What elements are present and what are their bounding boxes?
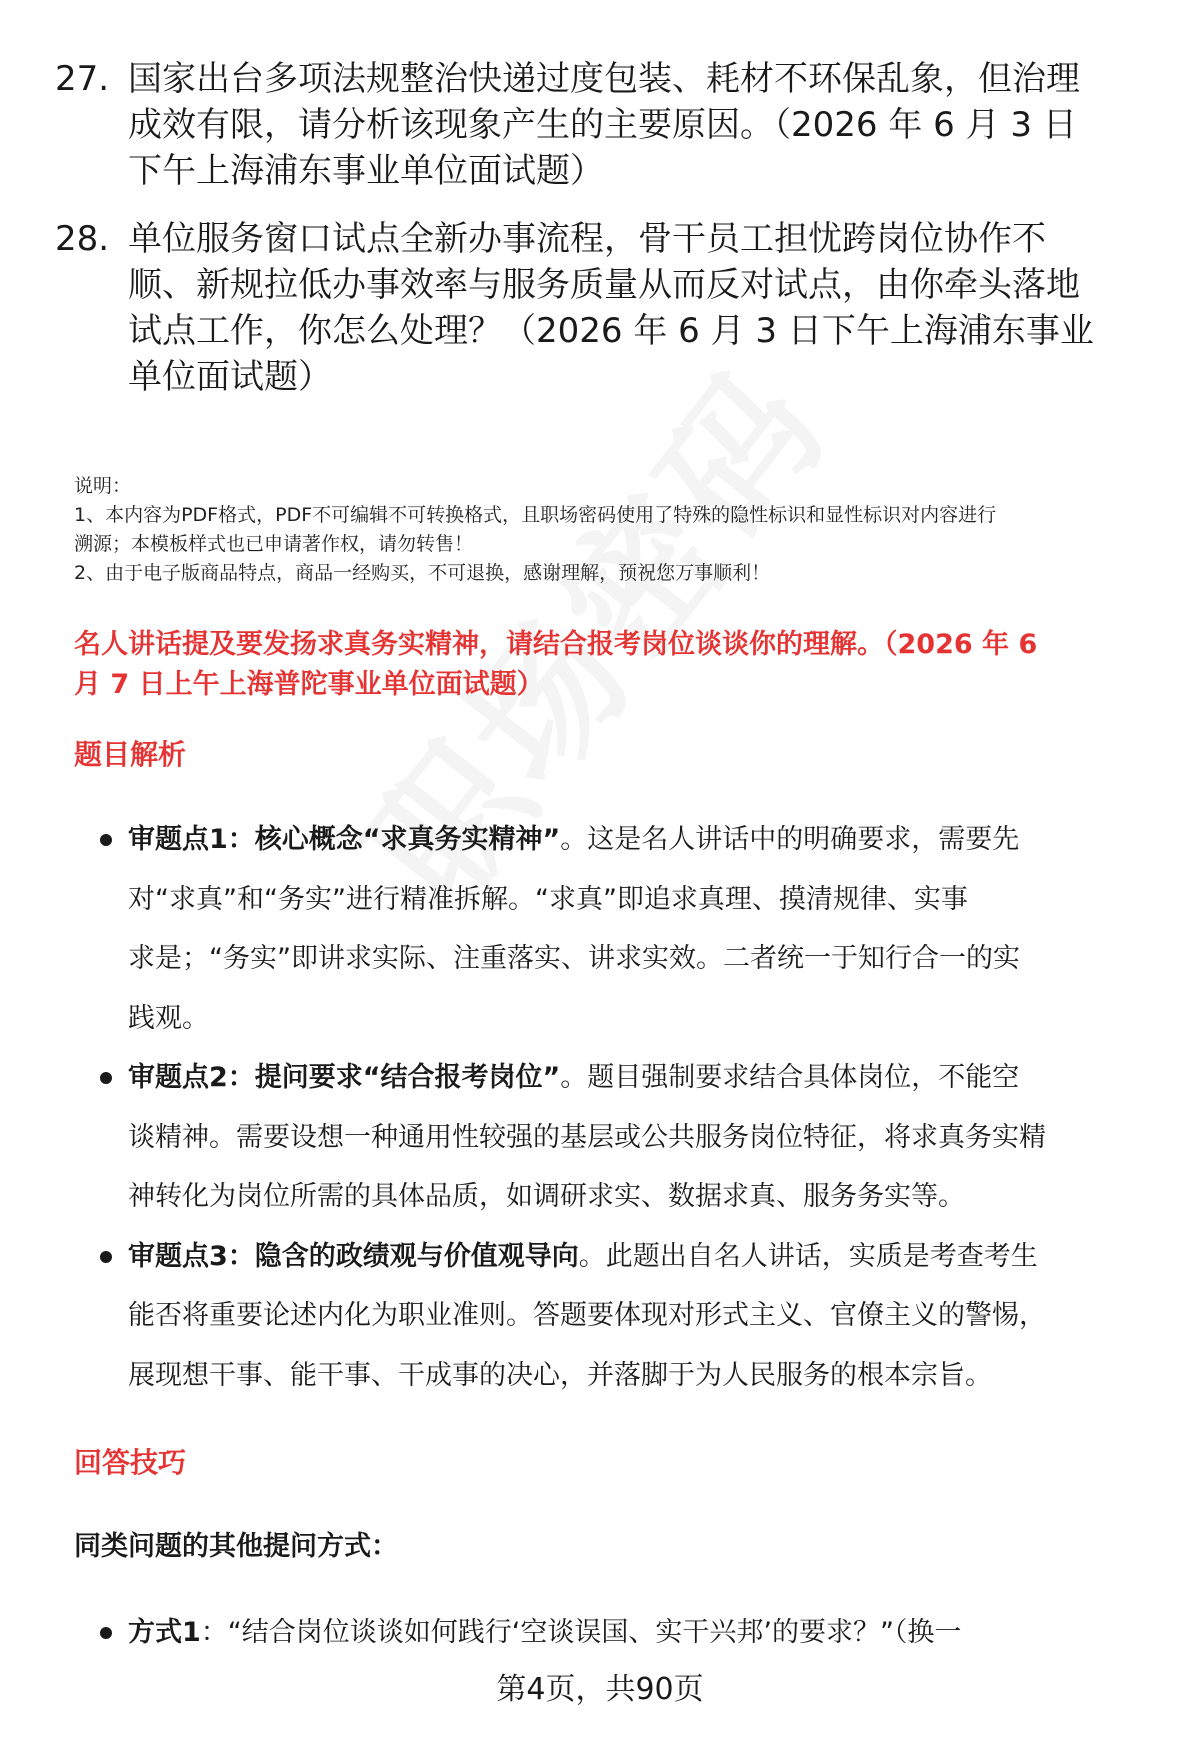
analysis-points [74, 810, 1154, 1405]
bullet-dot-icon [100, 1627, 112, 1639]
main-question-title [74, 625, 1144, 705]
notes-line: 溯源；本模板样式也已申请著作权，请勿转售！ [74, 533, 474, 555]
question-number: 28. [55, 219, 110, 259]
notes-line: 1、本内容为PDF格式，PDF不可编辑不可转换格式，且职场密码使用了特殊的隐性标识和显性标识对内容进行 [74, 504, 997, 526]
tip-text: ：“结合岗位谈谈如何践行‘空谈误国、实干兴邦’的要求？”（换一 [200, 1617, 962, 1648]
point-text: 求是；“务实”即讲求实际、注重落实、讲求实效。二者统一于知行合一的实 [128, 943, 1020, 974]
analysis-point-3 [74, 1227, 1154, 1406]
question-line: 单位面试题） [128, 357, 332, 397]
point-lead: 审题点2：提问要求“结合报考岗位” [128, 1062, 561, 1093]
tips-heading: 回答技巧 [74, 1446, 187, 1479]
point-text: 践观。 [128, 1002, 209, 1034]
main-question-line: 月 7 日上午上海普陀事业单位面试题） [74, 669, 544, 700]
tips-items [74, 1603, 1154, 1663]
point-text: 神转化为岗位所需的具体品质，如调研求实、数据求真、服务务实等。 [128, 1181, 965, 1212]
bullet-dot-icon [100, 1072, 112, 1084]
analysis-point-1 [74, 810, 1154, 1048]
question-line: 试点工作，你怎么处理？（2026 年 6 月 3 日下午上海浦东事业 [128, 311, 1094, 351]
tip-lead: 方式1 [128, 1617, 201, 1648]
notes-line: 2、由于电子版商品特点，商品一经购买，不可退换，感谢理解，预祝您万事顺利！ [74, 562, 771, 584]
question-line: 国家出台多项法规整治快递过度包装、耗材不环保乱象，但治理 [128, 59, 1080, 99]
point-text: 展现想干事、能干事、干成事的决心，并落脚于为人民服务的根本宗旨。 [128, 1359, 992, 1391]
bullet-dot-icon [100, 834, 112, 846]
main-question-line: 名人讲话提及要发扬求真务实精神，请结合报考岗位谈谈你的理解。（2026 年 6 [74, 629, 1038, 660]
point-text: 。此题出自名人讲话，实质是考查考生 [578, 1240, 1038, 1272]
tip-item-1 [74, 1603, 1154, 1663]
question-line: 成效有限，请分析该现象产生的主要原因。（2026 年 6 月 3 日 [128, 105, 1077, 145]
notes-title: 说明： [74, 475, 132, 497]
point-lead: 审题点1：核心概念“求真务实精神” [128, 824, 561, 855]
analysis-heading: 题目解析 [74, 738, 187, 771]
question-number: 27. [55, 59, 110, 99]
question-line: 下午上海浦东事业单位面试题） [128, 151, 604, 191]
point-text: 。这是名人讲话中的明确要求，需要先 [560, 824, 1020, 855]
question-text [128, 216, 1145, 400]
question-27 [55, 56, 1145, 194]
question-line: 顺、新规拉低办事效率与服务质量从而反对试点，由你牵头落地 [128, 265, 1080, 305]
tips-subheading: 同类问题的其他提问方式： [74, 1531, 398, 1562]
question-28 [55, 216, 1145, 400]
question-text [128, 56, 1145, 194]
point-text: 对“求真”和“务实”进行精准拆解。“求真”即追求真理、摸清规律、实事 [128, 883, 968, 915]
point-lead: 审题点3：隐含的政绩观与价值观导向 [128, 1240, 579, 1272]
page-number-footer: 第4页，共90页 [496, 1672, 704, 1707]
analysis-point-2 [74, 1048, 1154, 1227]
point-text: 。题目强制要求结合具体岗位，不能空 [560, 1062, 1020, 1093]
point-text: 能否将重要论述内化为职业准则。答题要体现对形式主义、官僚主义的警惕， [128, 1300, 1046, 1331]
bullet-dot-icon [100, 1251, 112, 1263]
point-text: 谈精神。需要设想一种通用性较强的基层或公共服务岗位特征，将求真务实精 [128, 1121, 1046, 1153]
disclaimer-notes [74, 472, 1164, 588]
question-line: 单位服务窗口试点全新办事流程，骨干员工担忧跨岗位协作不 [128, 219, 1046, 259]
